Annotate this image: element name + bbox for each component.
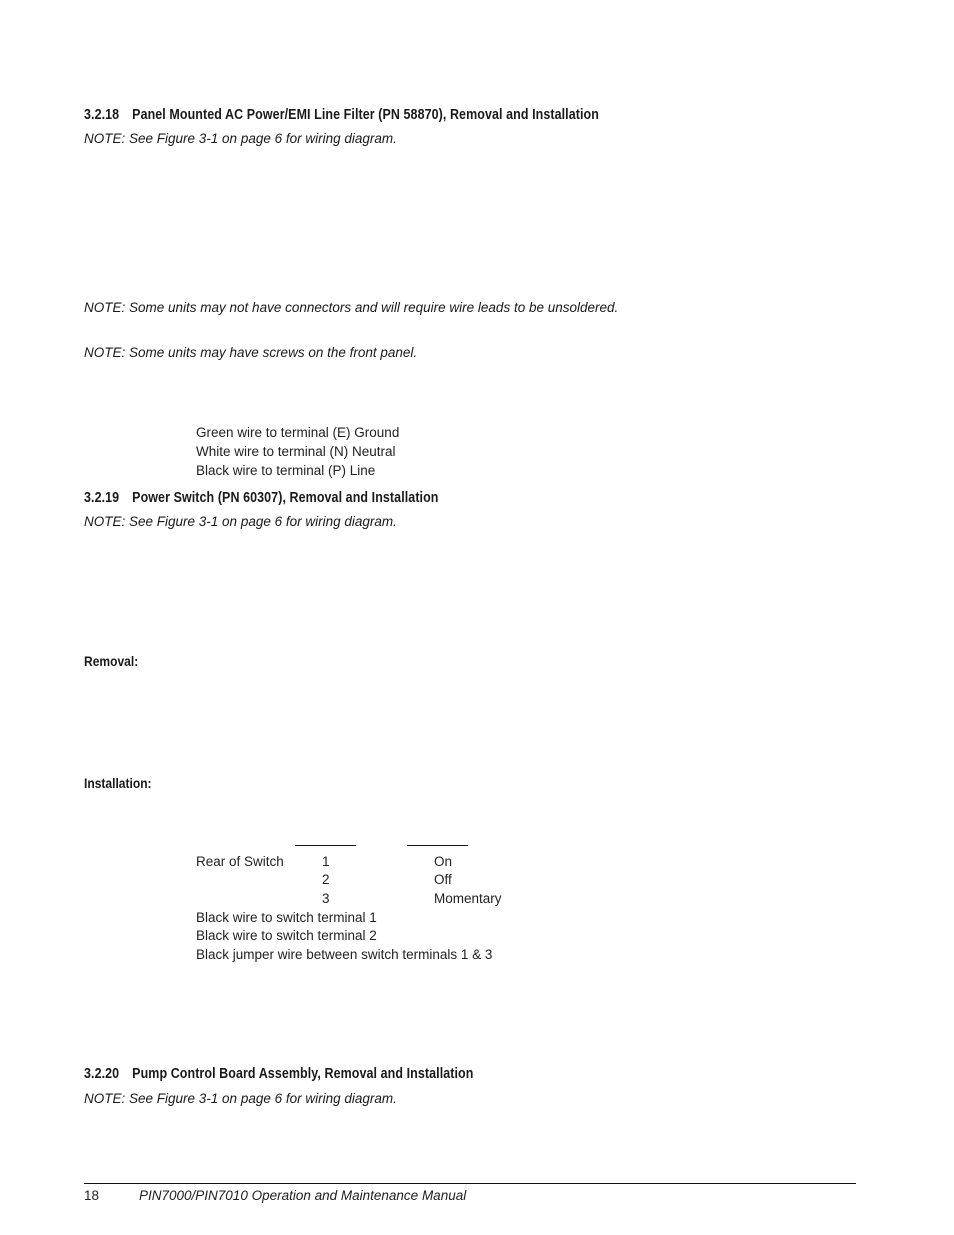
connectors-note: NOTE: Some units may not have connectors and will require wire leads to be unsoldered. xyxy=(84,300,619,315)
filter-wiring-line: Black wire to terminal (P) Line xyxy=(196,463,376,478)
section-heading-3-2-19 xyxy=(84,490,439,506)
section-number: 3.2.18 xyxy=(84,107,120,123)
table-cell-terminal: 1 xyxy=(322,854,330,869)
filter-wiring-ground: Green wire to terminal (E) Ground xyxy=(196,425,400,440)
switch-wiring-terminal-2: Black wire to switch terminal 2 xyxy=(196,928,377,943)
removal-label: Removal: xyxy=(84,653,139,669)
wiring-diagram-note: NOTE: See Figure 3-1 on page 6 for wiring diagram. xyxy=(84,131,397,146)
section-title: Pump Control Board Assembly, Removal and Installation xyxy=(132,1066,474,1082)
section-number: 3.2.20 xyxy=(84,1066,120,1082)
table-cell-position: Momentary xyxy=(434,891,502,906)
footer-rule xyxy=(84,1183,856,1184)
table-cell-terminal: 2 xyxy=(322,872,330,887)
table-cell-position: Off xyxy=(434,872,452,887)
section-number: 3.2.19 xyxy=(84,490,120,506)
table-cell-position: On xyxy=(434,854,453,869)
table-cell-terminal: 3 xyxy=(322,891,330,906)
section-heading-3-2-20 xyxy=(84,1066,473,1082)
section-title: Power Switch (PN 60307), Removal and Installation xyxy=(132,490,439,506)
section-heading-3-2-18 xyxy=(84,107,599,123)
table-column-rule xyxy=(407,845,468,846)
manual-title: PIN7000/PIN7010 Operation and Maintenance Manual xyxy=(139,1188,467,1203)
screws-note: NOTE: Some units may have screws on the front panel. xyxy=(84,345,418,360)
wiring-diagram-note: NOTE: See Figure 3-1 on page 6 for wiring diagram. xyxy=(84,514,397,529)
switch-wiring-terminal-1: Black wire to switch terminal 1 xyxy=(196,910,377,925)
section-title: Panel Mounted AC Power/EMI Line Filter (PN 58870), Removal and Installation xyxy=(132,107,599,123)
switch-wiring-jumper: Black jumper wire between switch terminals 1 & 3 xyxy=(196,947,493,962)
installation-label: Installation: xyxy=(84,775,152,791)
wiring-diagram-note: NOTE: See Figure 3-1 on page 6 for wiring diagram. xyxy=(84,1091,397,1106)
table-row-label: Rear of Switch xyxy=(196,854,284,869)
filter-wiring-neutral: White wire to terminal (N) Neutral xyxy=(196,444,396,459)
table-column-rule xyxy=(295,845,356,846)
page-number: 18 xyxy=(84,1188,100,1203)
